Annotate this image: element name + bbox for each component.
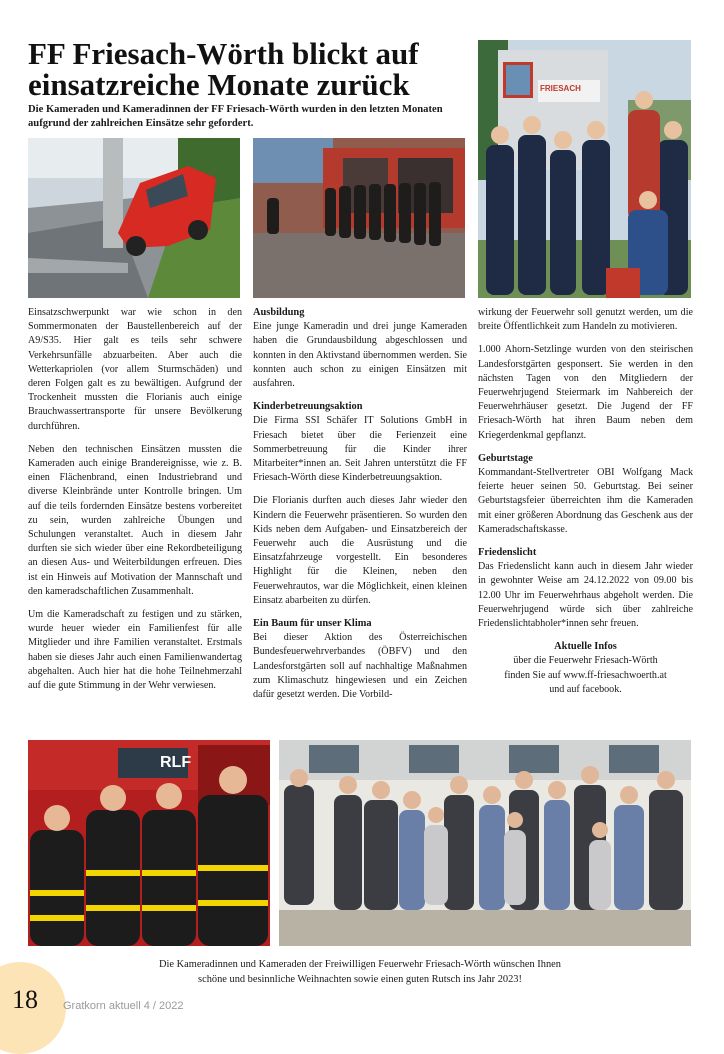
info-line: und auf facebook.: [549, 683, 622, 695]
paragraph: 1.000 Ahorn-Setzlinge wurden von den steirischen Landesforstgärten gesponsert. Sie werden in den nächsten Tagen von den Mitgliedern der Feuerwehrjugend Steiermark im Nahbereich der Feuerwehrhäuser gesetzt. Die Jugend der FF Friesach-Wörth hat ihren Baum neben dem Kriegerdenkmal gepflanzt.: [478, 344, 693, 441]
article-title: FF Friesach-Wörth blickt auf einsatzreiche Monate zurück: [28, 36, 419, 102]
paragraph: Bei dieser Aktion des Österreichischen Bundesfeuerwehrverbandes (ÖBFV) und den Landesforstgärten soll auf nachhaltige Maßnahmen zum Klimaschutz hingewiesen und ein Zeichen dafür gesetzt werden. Die Vorbild-: [253, 632, 467, 701]
section-heading-geburtstage: Geburtstage: [478, 452, 533, 464]
info-line: über die Feuerwehr Friesach-Wörth: [513, 655, 658, 667]
photo-young-firefighters: [28, 740, 270, 946]
section-heading-klima: Ein Baum für unser Klima: [253, 618, 372, 630]
article-lead: Die Kameraden und Kameradinnen der FF Friesach-Wörth wurden in den letzten Monaten aufgrund der zahlreichen Einsätze sehr gefordert.: [28, 104, 443, 129]
publication-footer: Gratkorn aktuell 4 / 2022: [63, 1000, 184, 1012]
paragraph: Die Florianis durften auch dieses Jahr wieder den Kindern die Feuerwehr präsentieren. So wurden den Kids neben dem Aufgaben- und Einsatzbereich der Feuerwehr auch die Ausrüstung und die Einsatzfahrzeuge vorgestellt. Ein besonderes Highlight für die Kleinen, neben den Feuerwehrautos, war die Möglichkeit, einen kleinen Einsatz abarbeiten zu dürfen.: [253, 495, 467, 606]
paragraph: Eine junge Kameradin und drei junge Kameraden haben die Grundausbildung abgeschlossen und konnten in den Aktivstand übernommen werden. Sie konnten auch schon zu einigen Einsätzen mit ausfahren.: [253, 321, 467, 390]
paragraph: Neben den technischen Einsätzen mussten die Kameraden auch einige Brandereignisse, wie z. B. einen Flächenbrand, einen Industriebrand und diverse Kleinbrände unter Kontrolle bringen. Um auf die teils fordernden Einsätze bestens vorbereitet zu sein, wurden zahlreiche Übungen und Schulungen veranstaltet. Auch in diesem Jahr durften sie sich wieder über eine Rekordbeteiligung an diesen Aus- und Weiterbildungen erfreuen. Dies ist ein Hinweis auf Motivation der Mannschaft und den kameradschaftlichen Zusammenhalt.: [28, 443, 242, 597]
photo-group-birthday: [279, 740, 691, 946]
section-heading-ausbildung: Ausbildung: [253, 307, 305, 318]
photo-youth-tree-planting: [478, 40, 691, 298]
section-heading-friedenslicht: Friedenslicht: [478, 547, 537, 559]
page-number: 18: [12, 985, 38, 1014]
column-1: [28, 306, 242, 702]
paragraph: Das Friedenslicht kann auch in diesem Jahr wieder in gewohnter Weise am 24.12.2022 von 09.00 bis 12.00 Uhr im Feuerwehrhaus abgeholt werden. Die Feuerwehrjugend würde sich über zahlreiche Friedenslichtabholer*innen sehr freuen.: [478, 561, 693, 630]
truck-sign: RLF: [160, 754, 192, 771]
photo-car-accident: [28, 138, 240, 298]
column-2: [253, 306, 467, 711]
caption-line: Die Kameradinnen und Kameraden der Freiwilligen Feuerwehr Friesach-Wörth wünschen Ihnen: [159, 959, 561, 970]
info-website-line[interactable]: finden Sie auf www.ff-friesachwoerth.at: [504, 669, 667, 681]
paragraph: Kommandant-Stellvertreter OBI Wolfgang Mack feierte heuer seinen 50. Geburtstag. Bei seiner Geburtstagsfeier überreichten ihm die Kameraden mit einer größeren Abordnung das Geschenk aus der Kameradschaftskasse.: [478, 467, 693, 535]
photo-caption: [60, 957, 660, 987]
paragraph: Die Firma SSI Schäfer IT Solutions GmbH in Friesach bietet über die Ferienzeit eine Sommerbetreuung für die Kinder ihrer Mitarbeiter*innen an. Seit Jahren unterstützt die FF Friesach-Wörth diese Kinderbetreuungsaktion.: [253, 415, 467, 484]
section-heading-aktuelle-infos: Aktuelle Infos: [554, 641, 617, 653]
column-3: [478, 306, 693, 697]
caption-line: schöne und besinnliche Weihnachten sowie einen guten Rutsch ins Jahr 2023!: [198, 974, 522, 985]
paragraph: Einsatzschwerpunkt war wie schon in den Sommermonaten der Baustellenbereich auf der A9/S35. Hier galt es teils sehr schwere Verkehrsunfälle abzuarbeiten. Aber auch die Wetterkapriolen (vor allem Sturmschäden) und deren Folgen galt es zu bewältigen. Aufgrund der Trockenheit mussten die Florianis auch einige Brauchwassertransporte für unsere Bevölkerung durchführen.: [28, 307, 242, 432]
paragraph: wirkung der Feuerwehr soll genutzt werden, um die breite Öffentlichkeit zum Handeln zu motivieren.: [478, 307, 693, 333]
photo-firefighters-line: [253, 138, 465, 298]
building-sign: FRIESACH: [540, 84, 581, 93]
section-heading-kinderbetreuung: Kinderbetreuungsaktion: [253, 401, 363, 413]
paragraph: Um die Kameradschaft zu festigen und zu stärken, wurde heuer wieder ein Familienfest für alle Mitglieder und ihre Familien veranstaltet. Erstmals haben sie dieses Jahr auch einen Familienwandertag abgehalten. Auch hier hat die hohe Teilnehmerzahl auf die gute Stimmung in der Wehr verwiesen.: [28, 609, 242, 692]
